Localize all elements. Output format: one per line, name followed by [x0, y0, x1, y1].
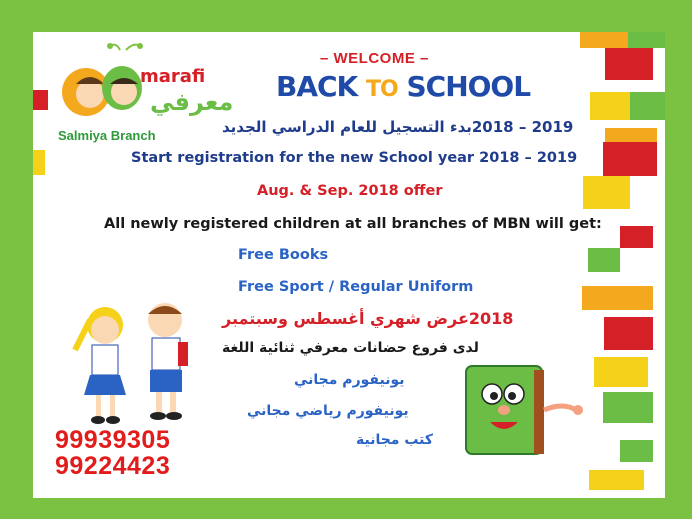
- free-books-label: Free Books: [238, 247, 329, 263]
- all-registered-label: All newly registered children at all branches of MBN will get:: [104, 216, 602, 232]
- logo-text: marafi: [140, 66, 206, 87]
- branch-label: Salmiya Branch: [58, 128, 156, 143]
- english-registration-title: Start registration for the new School year 2018 – 2019: [131, 150, 578, 166]
- welcome-label: – WELCOME –: [320, 50, 429, 67]
- book-mascot-illustration: [458, 352, 588, 462]
- welcome-text: WELCOME: [333, 50, 416, 67]
- logo-arabic: معرفي: [150, 88, 234, 116]
- arabic-uniform-label: يونيفورم مجاني: [294, 372, 405, 388]
- school-text: SCHOOL: [406, 70, 531, 103]
- back-to-school-title: [276, 70, 530, 103]
- arabic-books-label: كتب مجانية: [356, 432, 434, 448]
- free-uniform-label: Free Sport / Regular Uniform: [238, 279, 474, 295]
- phone-number-2: 99224423: [55, 452, 171, 480]
- offer-label: Aug. & Sep. 2018 offer: [257, 183, 443, 199]
- arabic-sport-uniform-label: يونيفورم رياضي مجاني: [247, 403, 409, 419]
- arabic-offer-label: 2018عرض شهري أغسطس وسبتمبر: [222, 309, 514, 328]
- arabic-branches-label: لدى فروع حضانات معرفي ثنائية اللغة: [222, 340, 479, 356]
- arabic-registration-title: 2019 – 2018بدء التسجيل للعام الدراسي الجديد: [222, 118, 574, 136]
- marafi-logo: [48, 42, 248, 132]
- back-text: BACK: [276, 70, 358, 103]
- kids-illustration: [50, 290, 220, 430]
- to-text: TO: [366, 77, 398, 102]
- phone-number-1: 99939305: [55, 426, 171, 454]
